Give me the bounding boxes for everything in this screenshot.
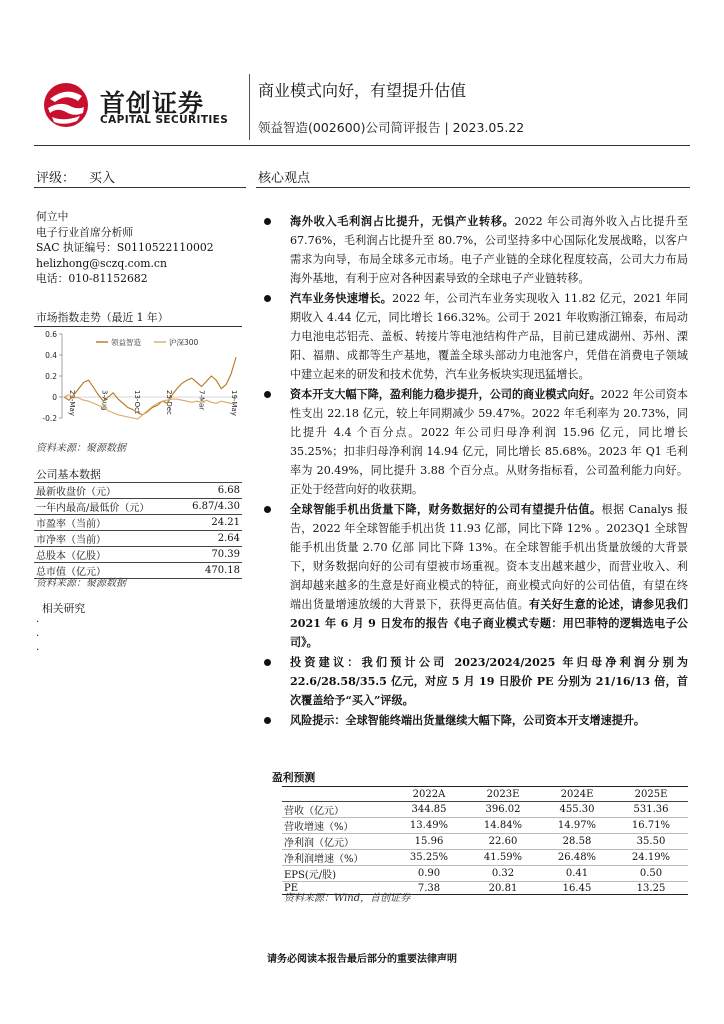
table-row xyxy=(282,818,688,834)
row-value: 70.39 xyxy=(178,547,242,563)
right-column-rule xyxy=(256,187,690,188)
table-cell: 13.25 xyxy=(614,882,688,895)
core-point xyxy=(262,711,688,730)
forecast-title: 盈利预测 xyxy=(272,771,316,784)
analyst-name: 何立中 xyxy=(36,210,69,223)
core-point-head: 汽车业务快速增长。 xyxy=(290,292,393,305)
basic-data-source: 资料来源：聚源数据 xyxy=(36,578,126,589)
row-value: 470.18 xyxy=(178,563,242,579)
core-point-body: 2022 年公司资本性支出 22.18 亿元，较上年同期减少 59.47%。2022 年毛利率为 20.73%，同比提升 4.4 个百分点。2022 年公司归母净利润 15.96 亿元，同比增长 35.25%；扣非归母净利润 14.94 亿元，同比增长 85.68%。2023 年 Q1 毛利率为 20.49%，同比提升 3.88 个百分点。从财务指标看，公司盈利能力向好。正处于经营向好的收获期。 xyxy=(290,388,688,496)
table-cell: 16.71% xyxy=(614,818,688,834)
core-point-body: 2022 年公司海外收入占比提升至 67.76%，毛利润占比提升至 80.7%，公司坚持多中心国际化发展战略，以客户需求为向导，布局全球多元市场。电子产业链的全球化程度较高，公司大力布局海外基地，有利于应对各种因素导致的全球电子产业链转移。 xyxy=(290,215,688,285)
x-tick-label: 7-Mar xyxy=(197,390,206,411)
related-research-list xyxy=(36,616,39,658)
table-row xyxy=(282,802,688,818)
table-cell: 22.60 xyxy=(466,834,540,850)
column-header: 2025E xyxy=(614,787,688,802)
table-row xyxy=(282,834,688,850)
table-cell: 41.59% xyxy=(466,850,540,866)
chart-title-rule xyxy=(34,326,242,327)
x-tick-label: 23-May xyxy=(68,390,76,416)
logo-english-name: CAPITAL SECURITIES xyxy=(100,114,229,126)
rating-value: 买入 xyxy=(89,171,116,186)
row-label: 一年内最高/最低价（元） xyxy=(34,499,178,515)
analyst-role: 电子行业首席分析师 xyxy=(36,225,134,239)
analyst-info xyxy=(36,209,214,287)
y-tick-label: 0.6 xyxy=(45,330,57,339)
table-cell: 0.50 xyxy=(614,866,688,882)
report-subtitle: 领益智造(002600)公司简评报告 | 2023.05.22 xyxy=(258,120,525,135)
core-point-head: 全球智能手机出货量下降，财务数据好的公司有望提升估值。 xyxy=(290,503,602,516)
row-label: 最新收盘价（元） xyxy=(34,483,178,499)
table-cell: 0.90 xyxy=(392,866,466,882)
chart-title: 市场指数走势（最近 1 年） xyxy=(36,311,169,324)
rating-label: 评级： xyxy=(36,171,76,186)
table-cell: 28.58 xyxy=(540,834,614,850)
x-tick-label: 25-Dec xyxy=(165,390,174,415)
core-point-head: 投资建议：我们预计公司 2023/2024/2025 年归母净利润分别为 22.6/28.58/35.5 亿元，对应 5 月 19 日股价 PE 分别为 21/16/13 倍，首次覆盖给予“买入”评级。 xyxy=(290,656,688,707)
table-row xyxy=(34,547,242,563)
header-divider xyxy=(249,74,250,140)
row-value: 6.68 xyxy=(178,483,242,499)
y-tick-label: -0.2 xyxy=(42,414,57,423)
basic-data-title: 公司基本数据 xyxy=(36,468,101,481)
capital-securities-logo-icon xyxy=(40,82,92,128)
left-column-rule xyxy=(34,187,246,188)
row-value: 6.87/4.30 xyxy=(178,499,242,515)
column-header: 2024E xyxy=(540,787,614,802)
forecast-table xyxy=(282,786,688,895)
table-cell: 531.36 xyxy=(614,802,688,818)
legal-disclaimer-footer: 请务必阅读本报告最后部分的重要法律声明 xyxy=(267,954,457,965)
core-point-body: 根据 Canalys 报告，2022 年全球智能手机出货 11.93 亿部，同比下降 12% 。2023Q1 全球智能手机出货量 2.70 亿部 同比下降 13%。在全球智能手机出货量放缓的大背景下，财务数据向好的公司有望被市场重视。资本支出越来越少，而营业收入、利润却越来越多的生意是好商业模式的特征，商业模式向好的公司估值，有望在终端出货量增速放缓的大背景下，获得更高估值。 xyxy=(290,503,688,611)
core-point xyxy=(262,289,688,384)
row-label: 净利润增速（%） xyxy=(282,850,392,866)
core-point xyxy=(262,212,688,288)
core-point-head: 风险提示：全球智能终端出货量继续大幅下降，公司资本开支增速提升。 xyxy=(290,714,646,727)
core-point xyxy=(262,385,688,499)
table-cell: 344.85 xyxy=(392,802,466,818)
row-label: 总股本（亿股） xyxy=(34,547,178,563)
table-cell: 15.96 xyxy=(392,834,466,850)
table-cell: 14.97% xyxy=(540,818,614,834)
y-tick-label: 0.2 xyxy=(45,372,57,381)
table-header-row xyxy=(282,787,688,802)
legend-label: 沪深300 xyxy=(169,338,199,347)
table-cell: 20.81 xyxy=(466,882,540,895)
row-value: 24.21 xyxy=(178,515,242,531)
list-item[interactable]: · xyxy=(36,645,40,656)
table-cell: 0.41 xyxy=(540,866,614,882)
table-row xyxy=(34,531,242,547)
analyst-email[interactable]: helizhong@sczq.com.cn xyxy=(36,256,167,270)
table-row xyxy=(282,850,688,866)
rating xyxy=(36,167,115,186)
legend-label: 领益智造 xyxy=(111,338,141,347)
column-header: 2022A xyxy=(392,787,466,802)
x-tick-label: 13-Oct xyxy=(132,390,141,414)
list-item[interactable]: · xyxy=(36,631,40,642)
core-point-body: 2022 年，公司汽车业务实现收入 11.82 亿元，2021 年同期收入 4.44 亿元，同比增长 166.32%。公司于 2021 年收购浙江锦泰，布局动力电池电芯铝壳、盖板、转接片等电池结构件产品，目前已建成湖州、苏州、溧阳、福鼎、成都等生产基地，覆盖全球头部动力电池客户，凭借在消费电子领域中建立起来的研发和技术优势，汽车业务板块实现迅猛增长。 xyxy=(290,292,688,381)
core-point-head: 海外收入毛利润占比提升，无惧产业转移。 xyxy=(290,215,515,228)
analyst-sac: SAC 执证编号：S0110522110002 xyxy=(36,241,214,254)
row-label: EPS(元/股) xyxy=(282,866,392,882)
table-cell: 7.38 xyxy=(392,882,466,895)
report-title: 商业模式向好，有望提升估值 xyxy=(258,81,467,100)
table-cell: 455.30 xyxy=(540,802,614,818)
table-cell: 24.19% xyxy=(614,850,688,866)
table-row xyxy=(34,483,242,499)
table-row xyxy=(34,499,242,515)
table-cell: 35.25% xyxy=(392,850,466,866)
basic-data-table xyxy=(34,482,242,579)
list-item[interactable]: · xyxy=(36,617,40,628)
bullet-dot-icon xyxy=(264,295,271,302)
bullet-dot-icon xyxy=(264,659,271,666)
table-cell: 16.45 xyxy=(540,882,614,895)
table-cell: 396.02 xyxy=(466,802,540,818)
column-header xyxy=(282,787,392,802)
row-value: 2.64 xyxy=(178,531,242,547)
y-tick-label: 0.4 xyxy=(45,351,57,360)
row-label: 净利润（亿元） xyxy=(282,834,392,850)
x-tick-label: 19-May xyxy=(230,390,238,416)
core-point-head: 资本开支大幅下降，盈利能力稳步提升，公司的商业模式向好。 xyxy=(290,388,601,401)
y-tick-label: 0 xyxy=(52,393,57,402)
row-label: 营收增速（%） xyxy=(282,818,392,834)
row-label: 市盈率（当前） xyxy=(34,515,178,531)
column-header: 2023E xyxy=(466,787,540,802)
market-index-chart xyxy=(34,328,244,436)
x-tick-label: 3-Aug xyxy=(100,390,109,411)
core-point xyxy=(262,653,688,710)
table-cell: 35.50 xyxy=(614,834,688,850)
row-label: 营收（亿元） xyxy=(282,802,392,818)
header-rule xyxy=(34,145,690,146)
bullet-dot-icon xyxy=(264,717,271,724)
company-logo xyxy=(40,82,240,132)
table-row xyxy=(34,515,242,531)
series-line-stock xyxy=(64,357,236,415)
related-research-title: 相关研究 xyxy=(42,602,86,615)
chart-source: 资料来源：聚源数据 xyxy=(36,443,126,454)
series-line-index xyxy=(64,395,236,419)
core-point-reference[interactable]: 有关好生意的论述，请参见我们 2021 年 6 月 9 日发布的报告《电子商业模式专题：用巴菲特的逻辑选电子公司》。 xyxy=(290,598,688,649)
bullet-dot-icon xyxy=(264,218,271,225)
bullet-dot-icon xyxy=(264,391,271,398)
table-row xyxy=(282,866,688,882)
core-points-title: 核心观点 xyxy=(258,171,311,186)
row-label: 市净率（当前） xyxy=(34,531,178,547)
table-cell: 13.49% xyxy=(392,818,466,834)
core-points-list xyxy=(262,212,688,731)
logo-chinese-name: 首创证券 xyxy=(100,89,205,118)
core-point xyxy=(262,500,688,652)
table-cell: 0.32 xyxy=(466,866,540,882)
row-label: 总市值（亿元） xyxy=(34,563,178,579)
row-label: PE xyxy=(282,882,392,895)
analyst-phone: 电话：010-81152682 xyxy=(36,272,148,285)
table-cell: 26.48% xyxy=(540,850,614,866)
forecast-source: 资料来源：Wind，首创证券 xyxy=(284,893,411,904)
bullet-dot-icon xyxy=(264,506,271,513)
table-cell: 14.84% xyxy=(466,818,540,834)
